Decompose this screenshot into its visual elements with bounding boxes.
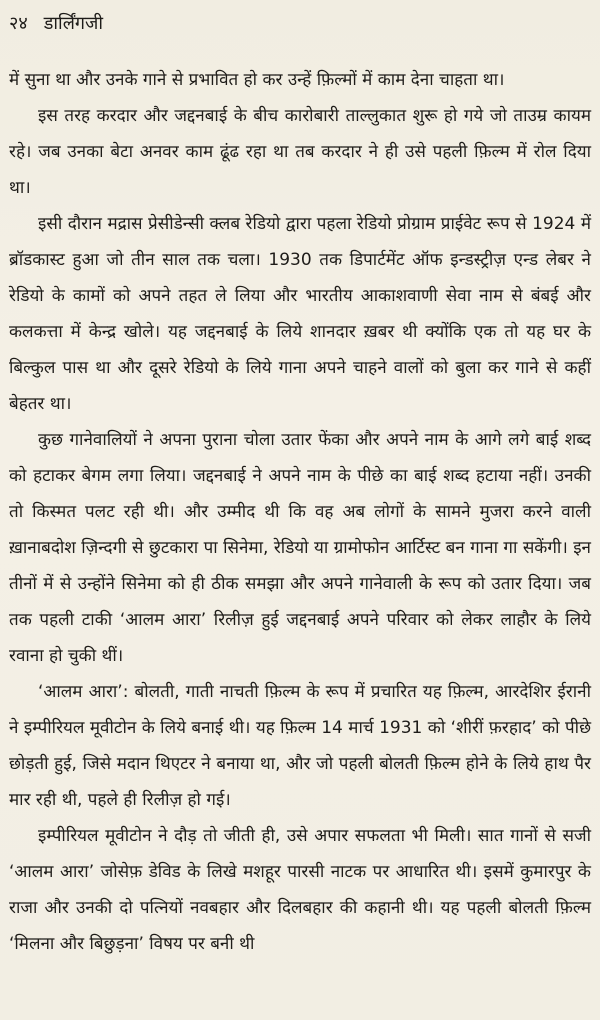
paragraph-2: इस तरह करदार और जद्दनबाई के बीच कारोबारी ताल्लुकात शुरू हो गये जो ताउम्र कायम रहे। जब उनका बेटा अनवर काम ढूंढ रहा था तब करदार ने ही उसे पहली फ़िल्म में रोल दिया था। [9,106,591,198]
body-text [9,62,591,962]
paragraph-5: ‘आलम आरा’: बोलती, गाती नाचती फ़िल्म के रूप में प्रचारित यह फ़िल्म, आरदेशिर ईरानी ने इम्पीरियल मूवीटोन के लिये बनाई थी। यह फ़िल्म 14 मार्च 1931 को ‘शीरीं फ़रहाद’ को पीछे छोड़ती हुई, जिसे मदान थिएटर ने बनाया था, और जो पहली बोलती फ़िल्म होने के लिये हाथ पैर मार रही थी, पहले ही रिलीज़ हो गई। [9,682,591,810]
page-number: २४ [9,13,28,34]
paragraph-6: इम्पीरियल मूवीटोन ने दौड़ तो जीती ही, उसे अपार सफलता भी मिली। सात गानों से सजी ‘आलम आरा’ जोसेफ़ डेविड के लिखे मशहूर पारसी नाटक पर आधारित थी। इसमें कुमारपुर के राजा और उनकी दो पत्नियों नवबहार और दिलबहार की कहानी थी। यह पहली बोलती फ़िल्म ‘मिलना और बिछुड़ना’ विषय पर बनी थी [9,826,591,954]
paragraph-3: इसी दौरान मद्रास प्रेसीडेन्सी क्लब रेडियो द्वारा पहला रेडियो प्रोग्राम प्राईवेट रूप से 1924 में ब्रॉडकास्ट हुआ जो तीन साल तक चला। 1930 तक डिपार्टमेंट ऑफ इन्डस्ट्रीज़ एन्ड लेबर ने रेडियो के कामों को अपने तहत ले लिया और भारतीय आकाशवाणी सेवा नाम से बंबई और कलकत्ता में केन्द्र खोले। यह जद्दनबाई के लिये शानदार ख़बर थी क्योंकि एक तो यह घर के बिल्कुल पास था और दूसरे रेडियो के लिये गाना अपने चाहने वालों को बुला कर गाने से कहीं बेहतर था। [9,214,591,414]
paragraph-4: कुछ गानेवालियों ने अपना पुराना चोला उतार फेंका और अपने नाम के आगे लगे बाई शब्द को हटाकर बेगम लगा लिया। जद्दनबाई ने अपने नाम के पीछे का बाई शब्द हटाया नहीं। उनकी तो किस्मत पलट रही थी। और उम्मीद थी कि वह अब लोगों के सामने मुजरा करने वाली ख़ानाबदोश ज़िन्दगी से छुटकारा पा सिनेमा, रेडियो या ग्रामोफोन आर्टिस्ट बन गाना गा सकेंगी। इन तीनों में से उन्होंने सिनेमा को ही ठीक समझा और अपने गानेवाली के रूप को उतार दिया। जब तक पहली टाकी ‘आलम आरा’ रिलीज़ हुई जद्दनबाई अपने परिवार को लेकर लाहौर के लिये रवाना हो चुकी थीं। [9,430,591,666]
page-header [9,9,103,39]
paragraph-1: में सुना था और उनके गाने से प्रभावित हो कर उन्हें फ़िल्मों में काम देना चाहता था। [9,70,505,90]
running-title: डार्लिंगजी [43,13,104,34]
